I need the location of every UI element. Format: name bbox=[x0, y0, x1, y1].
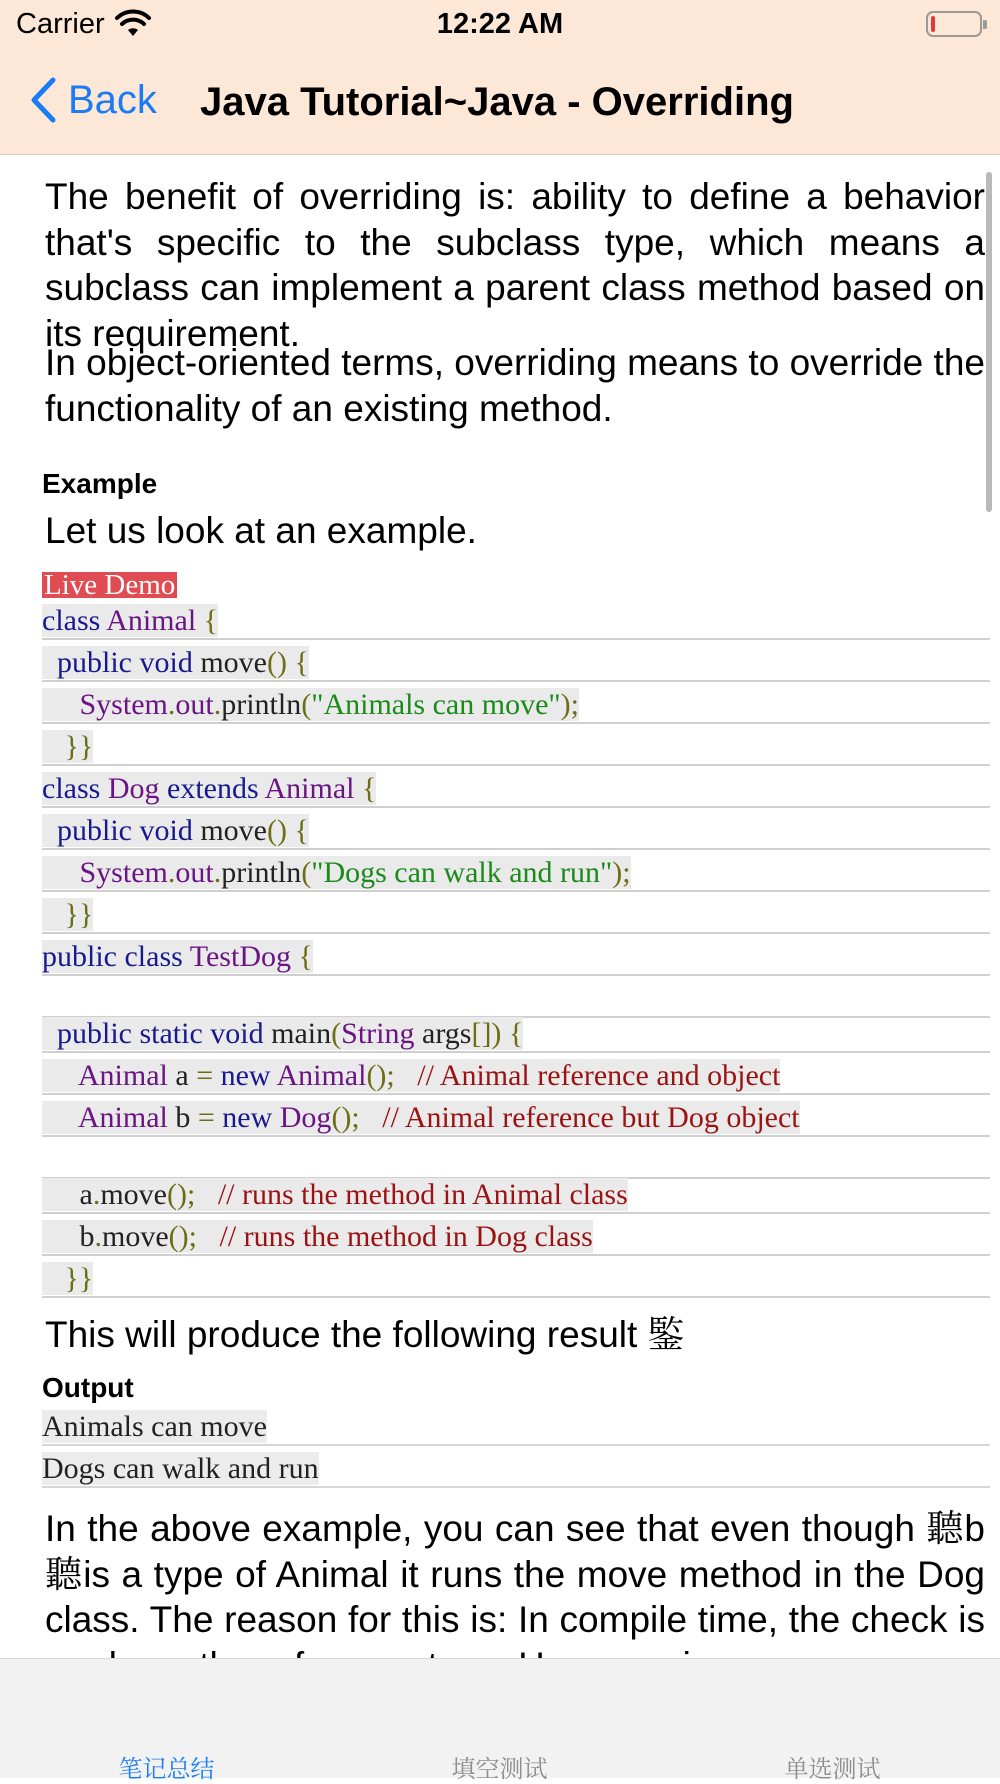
back-label: Back bbox=[68, 77, 157, 122]
code-line: class Animal { bbox=[42, 604, 990, 640]
battery-level bbox=[931, 16, 935, 32]
status-time: 12:22 AM bbox=[436, 8, 564, 40]
carrier-label: Carrier bbox=[16, 8, 105, 40]
tab-fill-blank-test[interactable]: 填空测试 bbox=[451, 1756, 548, 1783]
code-line: System.out.println("Dogs can walk and run"); bbox=[42, 856, 990, 892]
code-line: public void move() { bbox=[42, 646, 990, 682]
back-button[interactable] bbox=[28, 76, 157, 124]
code-line: a.move(); // runs the method in Animal class bbox=[42, 1178, 990, 1214]
code-line-blank bbox=[42, 982, 990, 1018]
code-line: public void move() { bbox=[42, 814, 990, 850]
output-line: Dogs can walk and run bbox=[42, 1452, 990, 1488]
paragraph-explanation: In the above example, you can see that even though 聽b聽is a type of Animal it runs the move method in the Dog class. The reason for this is: In compile time, the check is bbox=[45, 1508, 985, 1640]
code-line: Animal a = new Animal(); // Animal reference and object bbox=[42, 1059, 990, 1095]
navigation-bar bbox=[0, 60, 1000, 150]
tab-notes-summary[interactable]: 笔记总结 bbox=[118, 1756, 215, 1783]
status-bar bbox=[0, 0, 1000, 50]
heading-example: Example bbox=[42, 468, 158, 499]
code-line: b.move(); // runs the method in Dog class bbox=[42, 1220, 990, 1256]
output-line: Animals can move bbox=[42, 1410, 990, 1446]
tab-bar bbox=[0, 1658, 1000, 1783]
article-content[interactable] bbox=[0, 156, 1000, 1658]
code-line: Animal b = new Dog(); // Animal reference but Dog object bbox=[42, 1101, 990, 1137]
code-line: class Dog extends Animal { bbox=[42, 772, 990, 808]
chevron-left-icon bbox=[28, 76, 58, 124]
scroll-indicator[interactable] bbox=[986, 172, 992, 512]
heading-output: Output bbox=[42, 1372, 134, 1403]
battery-icon bbox=[926, 11, 982, 37]
code-line: }} bbox=[42, 898, 990, 934]
live-demo-button[interactable]: Live Demo bbox=[44, 569, 176, 601]
tab-single-choice-test[interactable]: 单选测试 bbox=[784, 1756, 881, 1783]
paragraph-oo-terms: In object-oriented terms, overriding means to override the functionality of an existing method. bbox=[45, 342, 985, 429]
paragraph-look: Let us look at an example. bbox=[45, 510, 477, 551]
code-line: public class TestDog { bbox=[42, 940, 990, 976]
code-line: }} bbox=[42, 730, 990, 766]
paragraph-benefit: The benefit of overriding is: ability to define a behavior that's specific to the subclass type, which means a subclass can implement a parent class method based on its requirement. bbox=[45, 176, 985, 354]
code-line: }} bbox=[42, 1262, 990, 1298]
page-title: Java Tutorial~Java - Overriding bbox=[200, 80, 794, 124]
code-line: System.out.println("Animals can move"); bbox=[42, 688, 990, 724]
paragraph-result: This will produce the following result 鍳 bbox=[45, 1314, 685, 1355]
top-bar bbox=[0, 0, 1000, 155]
code-line: public static void main(String args[]) { bbox=[42, 1017, 990, 1053]
code-line-blank bbox=[42, 1143, 990, 1179]
